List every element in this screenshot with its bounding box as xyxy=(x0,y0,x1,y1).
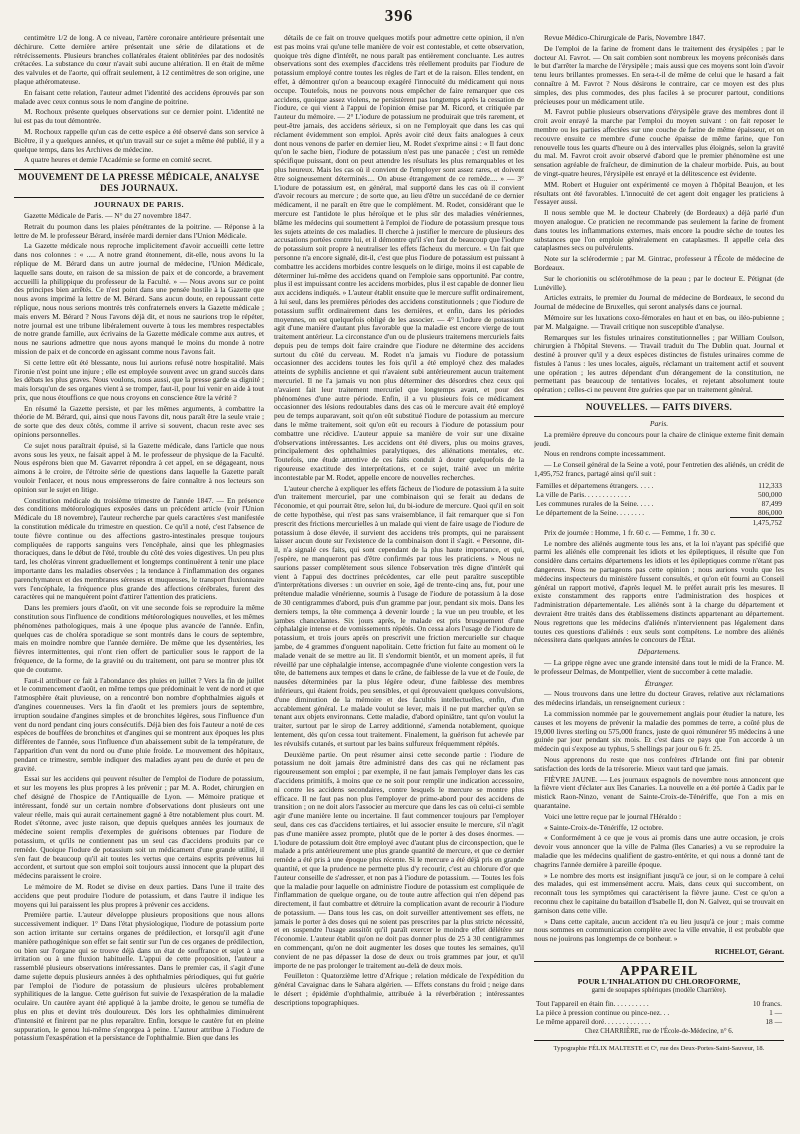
paragraph: Deuxième partie. On peut résumer ainsi cette seconde partie : l'iodure de potassium ne doit jamais être administré dans des cas qui ne réclament pas rigoureusement son emploi ; par exemple, il ne faut jamais l'employer dans les cas d'accidens primitifs, à moins que ce ne soit pour remplir une indication accessoire, ni contre les accidens secondaires, contre lesquels le mercure se montre plus efficace. Il ne faut pas non plus l'employer de prime-abord pour des accidens de transition ; on ne doit alors l'associer au mercure que dans les cas où celui-ci semble agir d'une manière lente ou incertaine. Il faut commencer toujours par l'employer seul, dans ces cas d'accidens tertiaires, et lui associer ensuite le mercure, s'il n'agit pas d'une manière assez prompte, plutôt que de le porter à des doses énormes. — L'iodure de potassium doit être employé avec d'autant plus de circonspection, que le malade a pris antérieurement une plus grande quantité de mercure, et que ce dernier remède a été pris à une époque plus récente. Si le mercure a été déjà pris en grande quantité, et que la prudence ne permette plus d'y recourir, c'est au chlorure d'or que l'auteur conseille de s'adresser, et non pas à l'iodure de potassium. — Toutes les fois que la maladie pour laquelle on administre l'iodure de potassium est compliquée de l'inflammation de quelque organe, ou de toute autre affection qui n'en dépend pas directement, il faut combattre et détruire la complication avant de recourir à l'iodure de potassium. — Dans tous les cas, on doit surveiller attentivement ses effets, ne jamais le porter à des doses qui ne soient pas prescrites par la plus stricte nécessité, et en suspendre l'usage aussitôt qu'il paraît exercer le moindre effet délétère sur l'économie. L'auteur établit qu'on ne doit pas donner plus de 25 à 30 centigrammes en commençant, qu'on ne doit augmenter les doses que toutes les semaines, qu'il convient de ne pas dépasser la dose de deux ou trois grammes par jour, et qu'il importe de ne pas prolonger le traitement au-delà de deux mois. xyxy=(274,749,524,970)
row-value: 18 — xyxy=(765,1017,782,1027)
paragraph: M. Favrot publie plusieurs observations d'érysipèle grave des membres dont il croit avoir enrayé la marche par l'emploi du moyen suivant : on fait reposer le membre ou les parties affectées sur une couche de farine de même épaisseur, et on recouvre ensuite ce membre d'une couche épaisse de même farine, que l'on renouvelle tous les quarts d'heure ou à des intervalles plus éloignés, selon la gravité du mal. M. Favrot croit avoir observé d'abord que le premier phénomène est une sensation agréable de fraîcheur, de diminution de la chaleur morbide. Puis, au bout de vingt-quatre heures, l'érysipèle est enrayé et la délitescence est évidente. xyxy=(534,107,784,178)
nouvelles-rule xyxy=(534,399,784,400)
paragraph: Sur le chorionitis ou sclérotéhmose de la peau ; par le docteur E. Pétignat (de Lunéville). xyxy=(534,273,784,292)
paragraph: « Sainte-Croix-de-Ténériffe, 12 octobre. xyxy=(544,822,664,832)
paragraph: De l'emploi de la farine de froment dans le traitement des érysipèles ; par le docteur Al. Favrot. — On sait combien sont nombreux les moyens préconisés dans le but d'arrêter la marche de l'érysipèle ; mais aussi que ces moyens sont loin d'avoir tenu leurs brillantes promesses. En sera-t-il de même de celui que le hasard a fait connaître à M. Favrot ? Nous désirons le contraire, car ce moyen est des plus simples, des plus commodes, des plus faciles à se procurer partout, conditions précieuses pour un médicament utile. xyxy=(534,43,784,106)
row-value: 87,499 xyxy=(761,498,782,508)
row-value: 112,333 xyxy=(758,480,782,490)
paragraph: Essai sur les accidens qui peuvent résulter de l'emploi de l'iodure de potassium, et sur les moyens les plus propres à les prévenir ; par M. A. Rodet, chirurgien en chef désigné de l'hospice de l'Antiquaille de Lyon. — Mémoire pratique et intéressant, fondé sur un certain nombre d'observations dont plusieurs ont une valeur réelle, mais qui aurait certainement gagné à être notablement plus court. M. Rodet s'étonne, avec juste raison, que depuis quelques années les journaux de médecine soient remplis d'exemples de guérisons obtenues par l'iodure de potassium, et qu'ils ne contiennent pas un seul cas d'accidens produits par ce remède. Quoique l'iodure de potassium soit un médicament d'une grande utilité, il s'en faut de beaucoup qu'il ait toutes les vertus que certains esprits prévenus lui accordent, et surtout que son emploi soit toujours aussi innocent que la plupart des médecins paraissent le croire. xyxy=(14,774,264,881)
row-value: 806,000 xyxy=(757,507,782,517)
table-row xyxy=(534,508,784,518)
column-2 xyxy=(274,34,524,1124)
revue-heading: Revue Médico-Chirurgicale de Paris, Novembre 1847. xyxy=(544,34,706,42)
table-row xyxy=(534,499,784,508)
paragraph: Première partie. L'auteur développe plusieurs propositions que nous allons successivement indiquer. 1° Dans l'état physiologique, l'iodure de potassium porte son action irritante sur certains organes de prédilection, et lorsqu'il agit d'une manière pathogénique son effet se fait sentir sur l'un de ces organes de prédilection, ou bien sur l'organe qui se trouve déjà dans un état de souffrance et sujet à une irritation ou à une fluxion habituelle. L'appui de cette proposition, l'auteur a rassemblé plusieurs observations intéressantes. Dans le premier cas, il s'agit d'une dame sujette depuis plusieurs années à des ophthalmies périodiques, qui fut guérie par l'emploi de l'iodure de potassium de plusieurs ulcères probablement syphilitiques de la langue. Cette guérison fut suivie de l'exaspération de la maladie oculaire. Un cautère ayant été appliqué à la jambe droite, le genou se tuméfia de plus en plus et devint très douloureux. Dès lors les ophthalmies diminuèrent d'intensité et finirent par ne plus reparaître. Enfin, lorsque le cautère fut en pleine suppuration, le genou lui-même s'engorgea à peine. L'auteur attribue à l'iodure de potassium l'exaspération et la persistance de l'ophthalmie. Bien que dans les xyxy=(14,910,264,1043)
table-row xyxy=(534,490,784,499)
paragraph: Retrait du poumon dans les plaies pénétrantes de la poitrine. — Réponse à la lettre de M. le professeur Bérard, insérée mardi dernier dans l'Union Médicale. xyxy=(14,221,264,240)
paragraph: MM. Robert et Huguier ont expérimenté ce moyen à l'hôpital Beaujon, et les résultats ont été favorables. L'innocuité de cet agent doit engager les praticiens à l'essayer aussi. xyxy=(534,179,784,207)
paragraph: Le nombre des aliénés augmente tous les ans, et la loi n'ayant pas spécifié que parmi les aliénés elle comprenait les idiots et les épileptiques, il résulte que l'on considère dans certains départemens les idiots et les épileptiques comme n'étant pas dangereux. Nous ne partageons pas cette opinion ; nous aurions voulu que les médecins inspecteurs du ministère fussent consultés, et qu'on eût fourni au Conseil général un rapport motivé, d'après lequel M. le préfet aurait pris les mesures. Il existe constamment des rapports entre l'administration des hospices et l'administration départementale. Les aliénés sont à la charge du département et devraient être traités dans des établissemens distincts appartenant au département. Nous regrettons que les médecins d'aliénés n'interviennent pas légalement dans toutes ces questions d'aliénés : eux seuls sont compétens. Le nombre des aliénés nécessitera dans quelques années le concours de l'État. xyxy=(534,538,784,645)
row-label: La ville de Paris. . . . . . . . . . . . . xyxy=(536,489,631,499)
paragraph: M. Rochoux rappelle qu'un cas de cette espèce a été observé dans son service à Bicêtre, il y a quelques années, et qu'un travail sur ce sujet a même été publié, il y a quelque temps, dans les Archives de médecine. xyxy=(14,126,264,154)
paragraph: Voici une lettre reçue par le journal l'Héraldo : xyxy=(544,811,682,821)
columns xyxy=(14,34,784,1124)
page-number: 396 xyxy=(384,6,414,25)
paragraph: Le mémoire de M. Rodet se divise en deux parties. Dans l'une il traite des accidens que peut produire l'iodure de potassium, et dans l'autre il indique les moyens qui lui paraissent les plus propres à prévenir ces accidens. xyxy=(14,881,264,909)
paragraph: A quatre heures et demie l'Académie se forme en comité secret. xyxy=(24,155,212,165)
paragraph: » Le nombre des morts est insignifiant jusqu'à ce jour, si on le compare à celui des malades, qui est immensément accru. Mais, dans ceux qui succombent, on reconnaît tous les symptômes qui caractérisent la fièvre jaune. C'est ce qu'on a reconnu chez le capitaine du bataillon d'Isabelle II, don N. Galvez, qui se trouvait en garnison dans cette ville. xyxy=(534,870,784,915)
paragraph: Prix de journée : Homme, 1 fr. 60 c. — Femme, 1 fr. 30 c. xyxy=(544,527,716,537)
paris-paragraphs xyxy=(534,431,784,479)
row-value: 500,000 xyxy=(757,489,782,499)
paragraph: La première épreuve du concours pour la chaire de clinique externe finit demain jeudi. xyxy=(534,429,784,448)
row-value: 1 — xyxy=(769,1008,782,1018)
budget-table xyxy=(534,481,784,527)
paragraph: — Nous trouvons dans une lettre du docteur Graves, relative aux réclamations des médecins irlandais, un renseignement curieux : xyxy=(534,689,784,708)
table-row xyxy=(534,999,784,1008)
paragraph: » Dans cette capitale, aucun accident n'a eu lieu jusqu'à ce jour ; mais comme nous sommes en communication complète avec la ville envahie, il est probable que nous ne jouirons pas longtemps de ce bonheur. » xyxy=(534,916,784,944)
row-label: Le département de la Seine. . . . . . . . xyxy=(536,508,645,518)
col1-top-paragraphs xyxy=(14,34,264,165)
etranger-paragraphs xyxy=(534,690,784,944)
paragraph: Articles extraits, le premier du Journal de médecine de Bordeaux, le second du Journal de médecine de Bruxelles, qui seront analysés dans ce journal. xyxy=(534,293,784,312)
divider xyxy=(534,416,784,417)
column-1 xyxy=(14,34,264,1124)
row-label: Les communes rurales de la Seine. . . . . xyxy=(536,498,654,508)
table-row xyxy=(534,1008,784,1017)
budget-total: 1,475,752 xyxy=(730,517,784,527)
paragraph: centimètre 1/2 de long. A ce niveau, l'artère coronaire antérieure présentait une déchirure. Cette dernière artère présentait une série de dilatations et de rétrécissements. Plusieurs branches collatérales étaient oblitérées par des nodosités crétacées. La substance du cœur n'avait subi aucune altération. Il en était de même des valvules et de l'aorte, qui offrait seulement, à 12 centimètres de son origine, une plaque athéromateuse. xyxy=(14,34,264,86)
paragraph: Ce sujet nous paraîtrait épuisé, si la Gazette médicale, dans l'article que nous avons sous les yeux, ne faisait appel à M. le professeur de physique de la Faculté. Nous espérons bien que M. Gavarret répondra à cet appel, en se dégageant, nous aimons à le croire, de l'étroite série de questions dans laquelle la Gazette paraît vouloir l'enlacer, et nous nous empresserons de faire connaître à nos lecteurs son opinion sur le sujet en litige. xyxy=(14,440,264,494)
paragraph: La commission nommée par le gouvernement anglais pour étudier la nature, les causes et les moyens de prévenir la maladie des pommes de terre, a coûté plus de 19,000 livres sterling ou 575,000 francs, juste de quoi rémunérer 95 médecins à une guinée par jour pendant six mois. Et c'est dans ce pays que l'on accorde à un médecin qui s'expose au typhus, 5 shellings par jour ou 6 fr. 25. xyxy=(534,709,784,754)
paragraph: La Gazette médicale nous reproche implicitement d'avoir accueilli cette lettre dans nos colonnes : « ..... A notre grand étonnement, dit-elle, nous avons lu la réplique de M. Bérard dans un autre journal de médecine, l'Union Médicale, laquelle sans doute, en raison de sa mission de paix et de concorde, a bravement accueilli la philippique du professeur de la Faculté. » — Nous avons sur ce point des principes bien arrêtés. Ce n'est point dans une pensée hostile à la Gazette que nous avons imprimé la lettre de M. Bérard. Sans aucun doute, en repoussant cette réplique, nous nous serions montrés très confraternels envers la Gazette médicale ; mais envers M. Bérard ? Nous l'avons déjà dit, et nous ne saurions trop le répéter, notre journal est une tribune libéralement ouverte à tous les membres respectables de notre grande famille, aux écrivains de la Gazette médicale comme aux autres, et nous ne saurions admettre que nous ayons manqué le moins du monde à notre mission de paix et de concorde en agissant comme nous l'avons fait. xyxy=(14,241,264,356)
paris-subtitle: Paris. xyxy=(649,419,669,429)
paragraph: « Conformément à ce que je vous ai promis dans une autre occasion, je crois devoir vous annoncer que la ville de Palma (îles Canaries) a vu se reproduire la maladie que les médecins qualifient de gastro-entérite, et qui nous a donné tant de chagrins l'année dernière à pareille époque. xyxy=(534,833,784,869)
row-label: Le même appareil doré. . . . . . . . . . . . . xyxy=(536,1017,651,1027)
paris-paragraphs-2 xyxy=(534,529,784,645)
paragraph: Faut-il attribuer ce fait à l'abondance des pluies en juillet ? Vers la fin de juillet et le commencement d'août, en même temps que prédominait le vent de nord et que l'atmosphère était pluvieuse, on a rencontré bon nombre d'ophthalmies aiguës et d'angines couenneuses. Vers la fin d'août et les premiers jours de septembre, irruption soudaine d'angines simples et de bronchites légères, sous l'influence d'un vent du nord pendant cinq jours consécutifs. Déjà bien des fois l'auteur a noté de ces espèces de bouffées de bronchites et d'angines qui se montrent aux époques les plus différentes de l'année, sous l'influence d'un abaissement subit de la température, de l'apparition d'un vent du nord ou d'une pluie froide. Le mouvement des hôpitaux, pendant ce trimestre, semble indiquer des maladies ayant peu de durée et peu de gravité. xyxy=(14,675,264,773)
nouvelles-title: NOUVELLES. — FAITS DIVERS. xyxy=(585,402,733,413)
paragraph: détails de ce fait on trouve quelques motifs pour admettre cette opinion, il n'en est pas moins vrai qu'une telle manière de voir est contestable, et cette observation, quoique très digne d'intérêt, ne nous paraît pas entièrement concluante. Les autres observations sont des exemples d'accidens très réellement produits par l'iodure de potassium employé contre toutes les règles de l'art et de la raison. Elles tendent, en effet, à démontrer qu'on a beaucoup exagéré l'innocuité du médicament qui nous occupe. Toutefois, nous ne pouvons nous empêcher de faire remarquer que ces accidens, quoique assez violens, ne persistèrent pas longtemps après la cessation de l'iodure, ce qui vient à l'appui de l'opinion émise par M. Ricord, et critiquée par l'auteur du mémoire. — 2° L'iodure de potassium ne produirait que très rarement, et peut-être jamais, des accidens sérieux, si on ne l'employait que dans les cas qui réclament évidemment son emploi. Après avoir cité deux faits analogues à ceux dont nous venons de parler en dernier lieu, M. Rodet s'exprime ainsi : « Il faut donc qu'on le sache bien, l'iodure de potassium n'est pas une panacée ; c'est un remède spécifique puissant, dont on peut attendre les résultats les plus remarquables et les plus heureux. Mais les cas où il convient de l'employer sont assez rares, et doivent être soigneusement déterminés.... On abuse étrangement de ce remède.... » — 3° L'iodure de potassium est, en général, mal supporté dans les cas où il convient d'avoir recours au mercure ; de sorte que, au lieu d'être un succédané de ce dernier médicament, il ne paraît en être que le complément. M. Rodet, considérant que le mercure est l'antidote le plus héroïque et le plus sûr des maladies vénériennes, blâme les médecins qui soumettent à l'emploi de l'iodure de potassium presque tous les sujets atteints de ces maladies. Il cherche à justifier le mercure de plusieurs des accusations portées contre lui, et il démontre qu'il s'en faut de beaucoup que l'iodure de potassium soit propre à neutraliser les effets fâcheux du mercure. « Un fait que personne n'a encore signalé, dit-il, c'est que plus l'iodure de potassium est puissant à combattre les accidens morbides contre lesquels on le dirige, moins il est capable de déterminer lui-même des accidens quand on l'emploie sans opportunité. Par contre, plus il est impuissant contre les accidens morbides, plus il est capable de donner lieu aux accidens indiqués. » L'auteur établit ensuite que le mercure suffit ordinairement, à lui seul, dans les premières périodes des accidens constitutionnels ; que l'iodure de potassium suffit ordinairement dans les dernières, et enfin, dans les périodes moyennes, on est quelquefois obligé de les associer. — 4° L'iodure de potassium agit d'une manière d'autant plus favorable que la maladie est encore vierge de tout traitement antérieur. La circonstance d'un ou de plusieurs traitemens mercuriels faits depuis peu de temps doit faire craindre que l'iodure ne détermine des accidens surtout du côté du cerveau. M. Rodet n'a jamais vu l'iodure de potassium occasionner des accidens toutes les fois qu'il a été employé chez des malades atteints de syphilis ancienne et qui n'avaient subi antérieurement aucun traitement mercuriel. Il ne l'a jamais vu non plus déterminer des désordres chez ceux qui n'avaient fait leur traitement mercuriel que longtemps avant, et pour des phénomènes d'une autre période. Enfin, il a vu plusieurs fois ce médicament occasionner des lésions redoutables dans des cas où le mercure avait été employé peu de temps auparavant, soit qu'on eût substitué l'iodure de potassium au mercure dans le même traitement, soit qu'on eût eu recours à l'iodure de potassium pour combattre une récidive. L'auteur appuie sa manière de voir sur une dixaine d'observations intéressantes. Les accidens ont été divers, plus ou moins graves, principalement des ophthalmies paralytiques, des aliénations mentales, etc. Toutefois, une étude attentive de ces faits conduit à douter quelquefois de la rigoureuse exactitude des interprétations, et ce sujet, traité avec un mérite incontestable par M. Rodet, appelle encore de nouvelles recherches. xyxy=(274,34,524,482)
table-row xyxy=(534,481,784,490)
paragraph: — Le Conseil général de la Seine a voté, pour l'entretien des aliénés, un crédit de 1,495,752 francs, partagé ainsi qu'il suit : xyxy=(534,460,784,479)
paragraph: Nous apprenons du reste que nos confrères d'Irlande ont fini par obtenir satisfaction des lords de la trésorerie. Mieux vaut tard que jamais. xyxy=(534,754,784,773)
departemens-paragraph: — La grippe règne avec une grande intensité dans tout le midi de la France. M. le professeur Delmas, de Montpellier, vient de succomber à cette maladie. xyxy=(534,658,784,676)
paragraph: Constitution médicale du troisième trimestre de l'année 1847. — En présence des conditions météorologiques exposées dans un précédent article (voir l'Union Médicale du 18 novembre), l'auteur recherche par quels caractères s'est manifestée la constitution médicale du trimestre en question. Ce qu'il a noté, c'est l'absence de toute fièvre continue ou des affections gastro-intestinales presque toujours compliquées de rapports sanguins vers l'encéphale, ainsi que les phlegmasies thoraciques, dans le début de l'été, trouble du côté des voies digestives. Un peu plus tard, les choléras vinrent graduellement et longtemps continuèrent à tenir une place importante dans les maladies observées ; la tendance à l'inflammation des organes parenchymateux et des membranes séreuses et muqueuses, le transport fluxionnaire vers l'encéphale, la fréquence plus grande des affections cérébrales, furent des caractères qui ne manquèrent point d'attirer l'attention des praticiens. xyxy=(14,495,264,602)
departemens-subtitle: Départemens. xyxy=(637,647,681,657)
paragraph: En résumé la Gazette persiste, et par les mêmes arguments, à combattre la théorie de M. Bérard, qui, ainsi que nous l'avons dit, nous paraît être la seule vraie ; de sorte que des deux côtés, comme il arrive si souvent, chacun reste avec ses opinions personnelles. xyxy=(14,403,264,440)
etranger-subtitle: Étranger. xyxy=(644,678,674,688)
divider xyxy=(534,1040,784,1041)
appareil-subtitle-2: garni de soupapes sphériques (modèle Charrière). xyxy=(591,987,727,995)
budget-rows xyxy=(534,481,784,518)
col1-mid-paragraphs xyxy=(14,223,264,1044)
revue-paragraphs xyxy=(534,45,784,395)
press-section-title: MOUVEMENT DE LA PRESSE MÉDICALE, ANALYSE DES JOURNAUX. xyxy=(18,172,260,194)
newspaper-page xyxy=(14,6,784,1128)
budget-total-row xyxy=(534,517,784,527)
appareil-rows xyxy=(534,999,784,1026)
paragraph: Si cette lettre eût été blessante, nous lui aurions refusé notre hospitalité. Mais l'ironie n'est point une injure ; elle est employée souvent avec un grand succès dans les débats les plus graves. Nous voulons, nous aussi, que la presse garde sa dignité ; mais lorsqu'un de ses organes vient à se tromper, faut-il, pour lui venir en aide à tout prix, que nous étouffions ce que nous croyons en conscience être la vérité ? xyxy=(14,357,264,402)
paragraph: Note sur la sclérodermie ; par M. Gintrac, professeur à l'École de médecine de Bordeaux. xyxy=(534,254,784,272)
journaux-title: JOURNAUX DE PARIS. xyxy=(93,200,185,210)
appareil-subtitle: POUR L'INHALATION DU CHLOROFORME, xyxy=(577,976,741,986)
paragraph: Il nous semble que M. le docteur Chabrely (de Bordeaux) a déjà parlé d'un moyen analogue. Ce praticien ne recommande pas seulement la farine de froment dans toutes les inflammations externes, mais encore la poudre sèche de toutes les substances que l'on emploie généralement en cataplasmes. Il appelle cela des cataplasmes secs ou pulvérulents. xyxy=(534,208,784,253)
paragraph: Remarques sur les fistules urinaires constitutionnelles ; par William Coulson, chirurgien à l'hôpital Stevens. — Travail traduit du The Dublin quat. Journal et destiné à prouver qu'il y a deux espèces distinctes de fistules urinaires comme de fistules à l'anus : les unes locales, aiguës, réclamant un traitement actif et souvent une opération ; les autres dépendant d'un dérangement de la constitution, ne permettant pas beaucoup de tentatives locales, et rejetant absolument toute opération ; celles-ci ne peuvent être guéries que par un traitement général. xyxy=(534,332,784,395)
paragraph: FIÈVRE JAUNE. — Les journaux espagnols de novembre nous annoncent que la fièvre vient d'éclater aux îles Canaries. La nouvelle en a été portée à Cadix par le mistick Raon-Ninzo, venant de Sainte-Croix-de-Ténériffe, que l'on a mis en quarantaine. xyxy=(534,774,784,810)
column-3 xyxy=(534,34,784,1124)
col2-paragraphs xyxy=(274,34,524,1008)
row-value: 10 francs. xyxy=(752,999,782,1009)
gazette-heading: Gazette Médicale de Paris. — N° du 27 novembre 1847. xyxy=(24,210,191,220)
row-label: Tout l'appareil en étain fin. . . . . . . . . . xyxy=(536,999,649,1009)
paragraph: M. Rochoux présente quelques observations sur ce dernier point. L'identité ne lui est pas du tout démontrée. xyxy=(14,107,264,126)
appareil-table xyxy=(534,999,784,1026)
paragraph: Mémoire sur les luxations coxo-fémorales en haut et en bas, ou iléo-pubienne ; par M. Malgaigne. — Travail critique non susceptible d'analyse. xyxy=(534,312,784,331)
paragraph: En faisant cette relation, l'auteur admet l'identité des accidens éprouvés par son malade avec ceux connus sous le nom d'angine de poitrine. xyxy=(14,87,264,106)
table-row xyxy=(534,1017,784,1026)
paragraph: Feuilleton : Quatorzième lettre d'Afrique ; relation médicale de l'expédition du général Cavaignac dans le Sahara algérien. — Effets constans du froid ; neige dans le désert ; épidémie d'ophthalmie, attribuée à la réverbération ; intéressantes descriptions topographiques. xyxy=(274,971,524,1007)
paragraph: L'auteur cherche à expliquer les effets fâcheux de l'iodure de potassium à la suite d'un traitement mercuriel, par une combinaison qui se ferait au dedans de l'économie, et qui pourrait être, selon lui, du bi-iodure de mercure. Quoi qu'il en soit de cette hypothèse, qui n'est pas sans vraisemblance, il fait remarquer que si l'on prescrit des frictions mercurielles à un malade qui vient de faire usage de l'iodure de potassium à dose élevée, il survient des accidens très prompts, qui ne paraissent laisser aucun doute sur l'existence de la combinaison dont il s'agit. « Personne, dit-il, n'a signalé ces faits, qui sont cependant de la plus haute importance, et qui, j'espère, ne manqueront pas d'être confirmés par tous les praticiens. » Nous ne saurions passer complètement sous silence l'observation très digne d'intérêt qui vient à l'appui des doctrines précédentes, car elle peut paraître susceptible d'interprétations diverses : un ouvrier en soie, âgé de trente-cinq ans, fut, pour une prétendue maladie vénérienne, soumis à l'usage de l'iodure de potassium à la dose de 30 centigrammes d'abord, puis d'un gramme par jour, pendant six mois. Dans les derniers temps, la tête commença à devenir lourde ; la vue un peu trouble, et les jambes chancelantes. Six jours après, le malade est pris brusquement d'une céphalalgie intense et de vomissements répétés. On cessa alors l'usage de l'iodure de potassium, et trois jours après on prescrivit une friction mercurielle sur chaque jambe, de 4 grammes d'onguent napolitain. Cette friction fut faite au moment où le malade venait de se mettre au lit. Il s'endormit bientôt, et un moment après, il fut réveillé par une céphalalgie intense, accompagnée d'une violente congestion vers la tête, de battemens aux tempes et dans le crâne, de faiblesse de la vue et de l'ouïe, de nausées déterminées par la plus légère odeur, d'une faiblesse des membres inférieurs, qui étaient froids, peu sensibles, et qui éprouvaient quelques convulsions, d'une diminution de la mémoire et des facultés intellectuelles, enfin, d'un accablement général. Le malade voulut se lever, mais il ne put marcher qu'en se tenant aux objets environnans. Cette maladie, d'abord opiniâtre, tant qu'on voulut la traiter, surtout par le sirop de Larrey additionné, s'amenda notablement, quoique lentement, dès qu'on cessa tout traitement. Finalement, la guérison fut achevée par les révulsifs cutanés, et surtout par les bains sulfureux fréquemment répétés. xyxy=(274,483,524,748)
row-label: Familles et départemens étrangers. . . . . xyxy=(536,480,654,490)
printer-line: Typographie FÉLIX MALTESTE et Cᵉ, rue des Deux-Portes-Saint-Sauveur, 18. xyxy=(553,1044,765,1052)
divider xyxy=(14,197,264,198)
ad-rule xyxy=(534,961,784,962)
gerant-signature: RICHELOT, Gérant. xyxy=(714,946,784,956)
appareil-title: APPAREIL xyxy=(619,963,699,979)
appareil-footer: Chez CHARRIÈRE, rue de l'École-de-Médecine, n° 6. xyxy=(584,1028,734,1036)
paragraph: Dans les premiers jours d'août, on vit une seconde fois se reproduire la même constitution sous l'influence de conditions météorologiques nouvelles, et les mêmes phénomènes pathologiques, mais à une époque plus avancée de l'année. Enfin, quelques cas de choléra sporadique se sont montrés dans le cours de septembre, mais en moindre nombre que l'année dernière. De même que les dysentéries, les fièvres intermittentes, qui n'ont rien offert de particulier sous le rapport de la fréquence, de la forme, de la gravité ou du traitement, ont paru se montrer plus tôt que de coutume. xyxy=(14,603,264,674)
row-label: La pièce à pression continue ou pince-nez. . . xyxy=(536,1008,670,1018)
paragraph: Nous en rendrons compte incessamment. xyxy=(544,449,666,459)
section-rule xyxy=(14,169,264,170)
